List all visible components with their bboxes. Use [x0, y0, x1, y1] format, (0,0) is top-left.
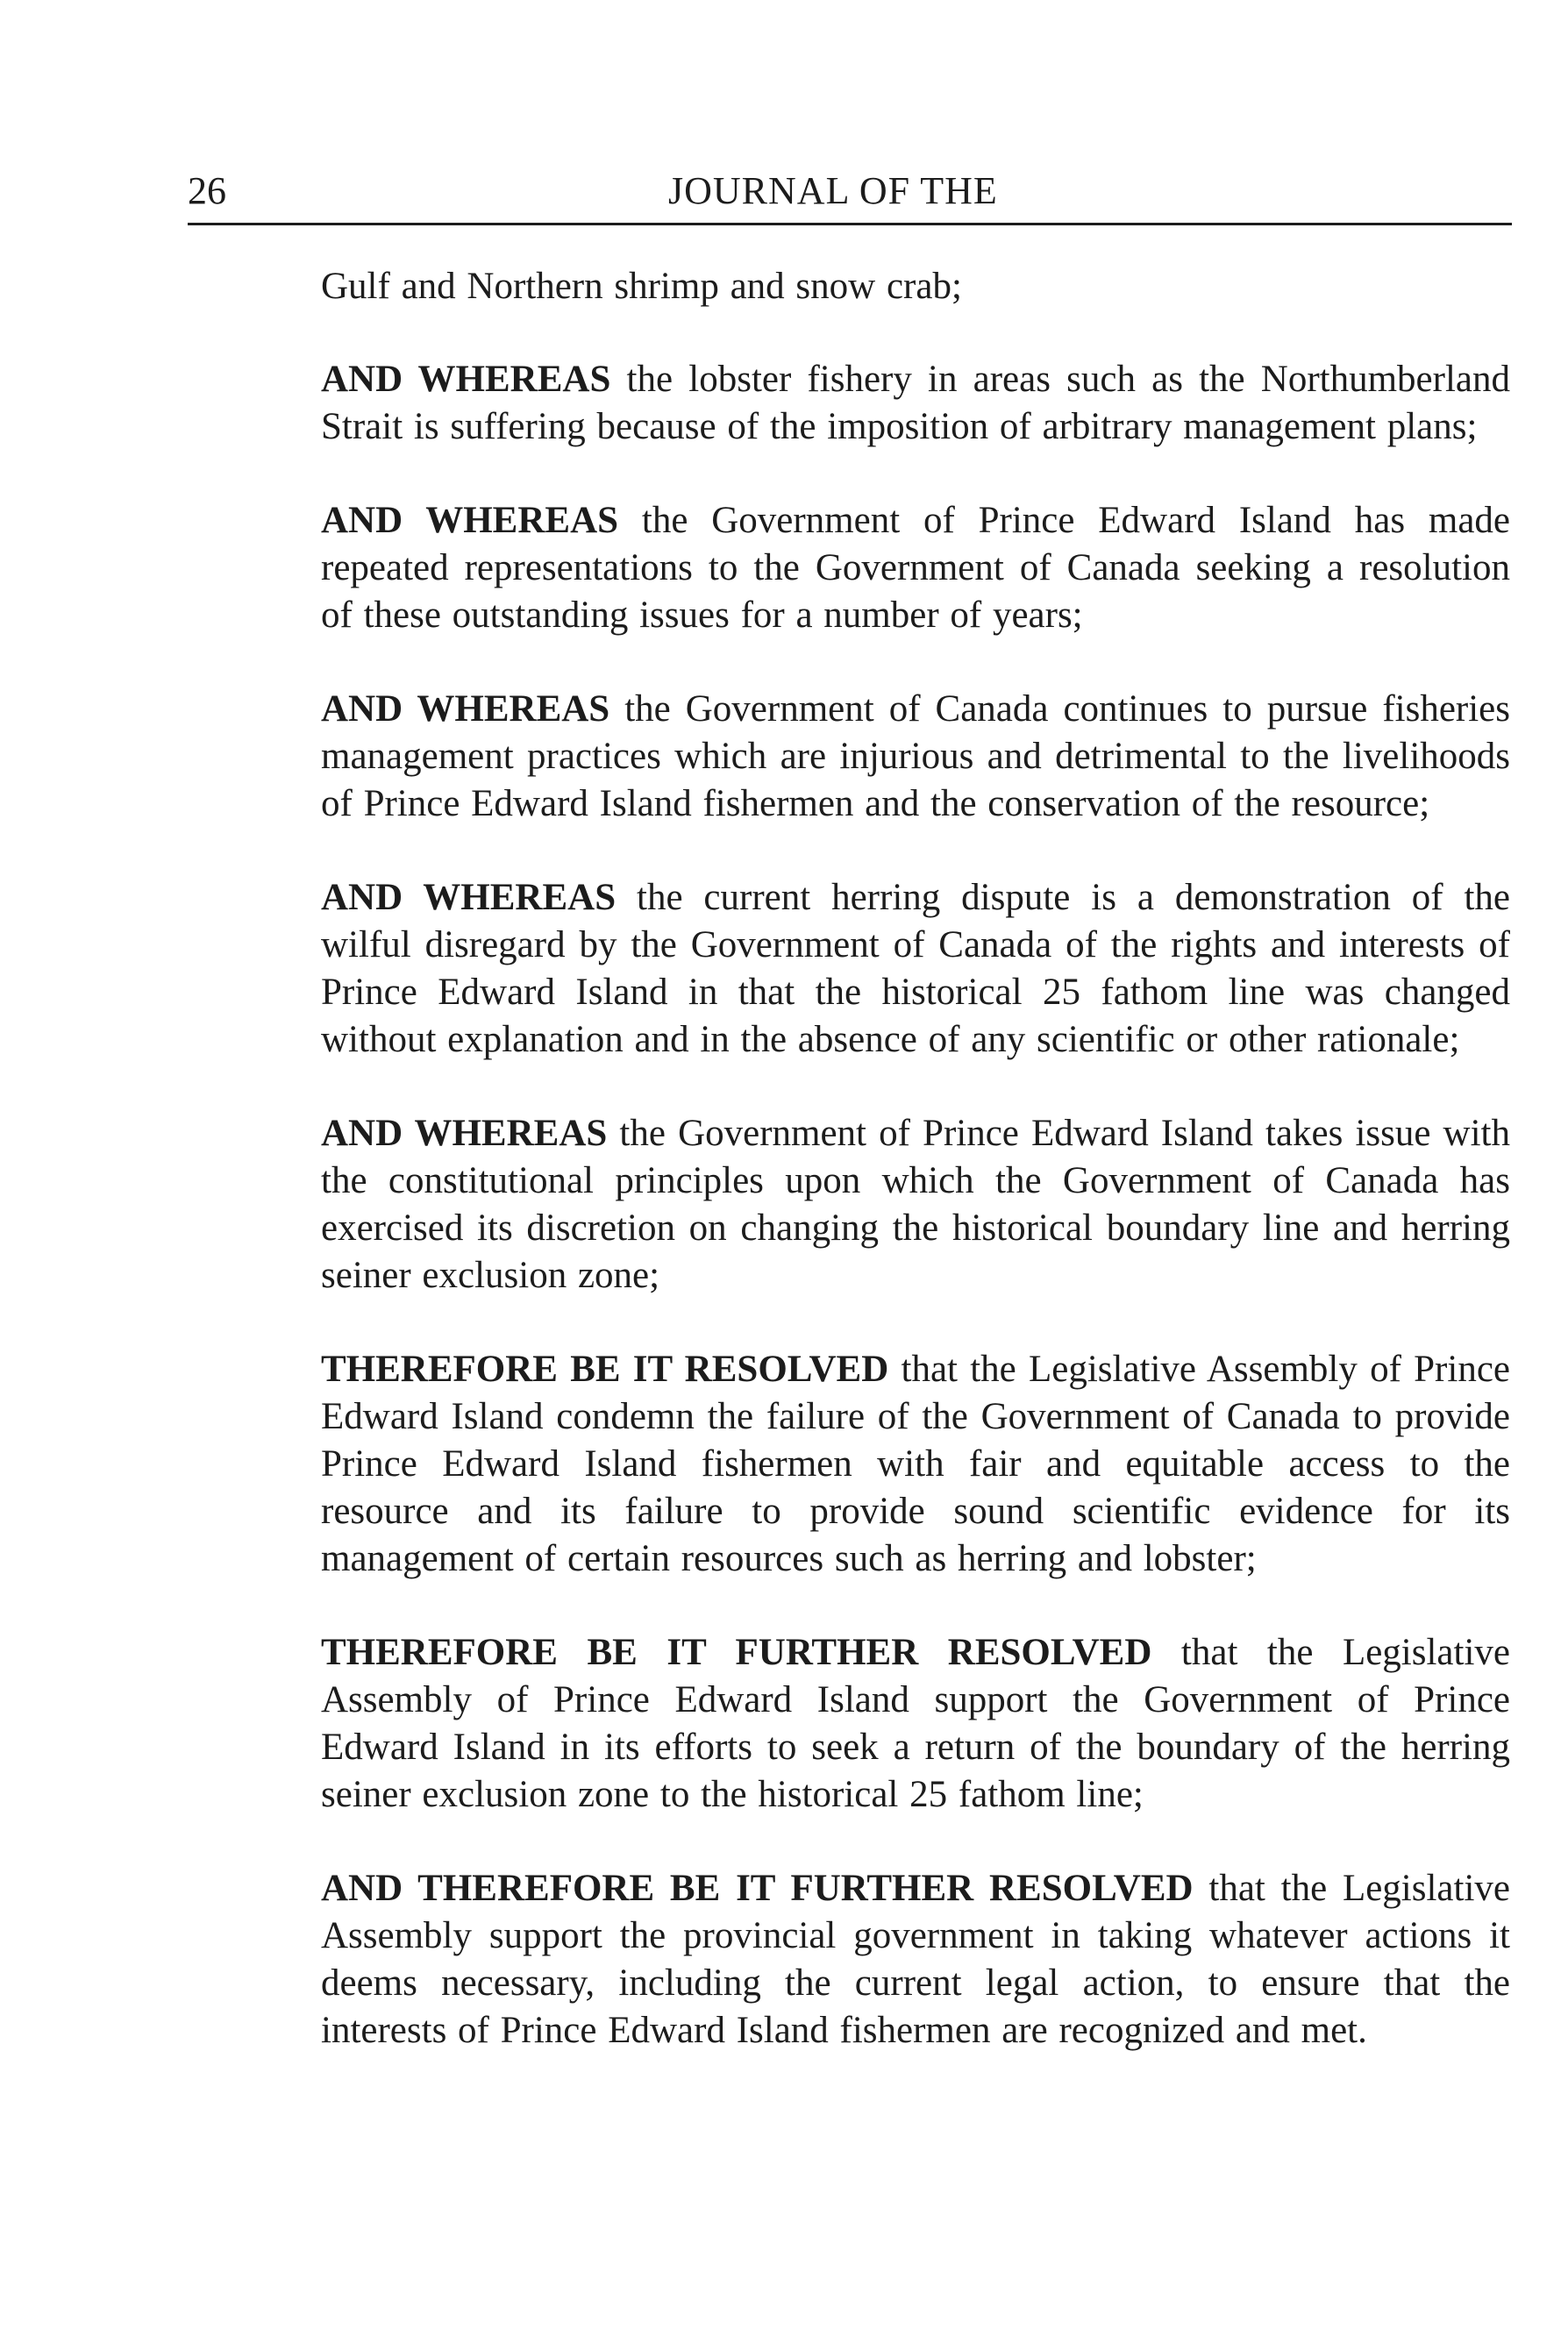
whereas-paragraph	[321, 356, 1510, 451]
resolution-text	[321, 263, 1510, 2101]
whereas-lead: AND WHEREAS	[321, 1113, 608, 1154]
paragraph-text: the Government of Prince Edward Island takes issue with the constitutional principles upon which the Government of Canada has exercised its discretion on changing the historical boundary line and herring seiner exclusion zone;	[321, 1113, 1511, 1296]
paragraph-text: the lobster fishery in areas such as the Northumberland Strait is suffering because of the imposition of arbitrary management plans;	[321, 359, 1510, 447]
whereas-paragraph	[321, 1110, 1510, 1300]
further-resolved-lead: THEREFORE BE IT FURTHER RESOLVED	[321, 1632, 1152, 1673]
running-title: JOURNAL OF THE	[668, 169, 998, 212]
paragraph-text: the Government of Prince Edward Island has made repeated representations to the Government of Canada seeking a resolution of these outstanding issues for a number of years;	[321, 500, 1511, 636]
further-resolved-paragraph	[321, 1629, 1510, 1819]
final-resolved-paragraph	[321, 1865, 1510, 2055]
whereas-lead: AND WHEREAS	[321, 877, 617, 918]
final-resolved-lead: AND THEREFORE BE IT FURTHER RESOLVED	[321, 1868, 1194, 1909]
paragraph-text: Gulf and Northern shrimp and snow crab;	[321, 266, 962, 307]
paragraph-continuation	[321, 263, 1510, 310]
paragraph-text: the current herring dispute is a demonstration of the wilful disregard by the Government of Canada of the rights and interests of Prince Edward Island in that the historical 25 fathom line was changed without explanation and in the absence of any scientific or other rationale;	[321, 877, 1510, 1060]
paragraph-text: that the Legislative Assembly of Prince Edward Island support the Government of Prince Edward Island in its efforts to seek a return of the boundary of the herring seiner exclusion zone to the historical 25 fathom line;	[321, 1632, 1510, 1815]
whereas-paragraph	[321, 497, 1510, 639]
whereas-lead: AND WHEREAS	[321, 688, 610, 730]
paragraph-text: that the Legislative Assembly of Prince Edward Island condemn the failure of the Government of Canada to provide Prince Edward Island fishermen with fair and equitable access to the resource and its failure to provide sound scientific evidence for its management of certain resources such as herring and lobster;	[321, 1349, 1510, 1579]
page-header	[188, 167, 1512, 225]
paragraph-text: that the Legislative Assembly support the provincial government in taking whatever actions it deems necessary, including the current legal action, to ensure that the interests of Prince Edward Island fishermen are recognized and met.	[321, 1868, 1510, 2051]
whereas-lead: AND WHEREAS	[321, 359, 611, 400]
whereas-paragraph	[321, 686, 1510, 828]
resolved-paragraph	[321, 1346, 1510, 1583]
page-number: 26	[188, 169, 226, 212]
paragraph-text: the Government of Canada continues to pursue fisheries management practices which are injurious and detrimental to the livelihoods of Prince Edward Island fishermen and the conservation of the resource;	[321, 688, 1510, 824]
whereas-paragraph	[321, 874, 1510, 1064]
whereas-lead: AND WHEREAS	[321, 500, 619, 541]
resolved-lead: THEREFORE BE IT RESOLVED	[321, 1349, 889, 1390]
